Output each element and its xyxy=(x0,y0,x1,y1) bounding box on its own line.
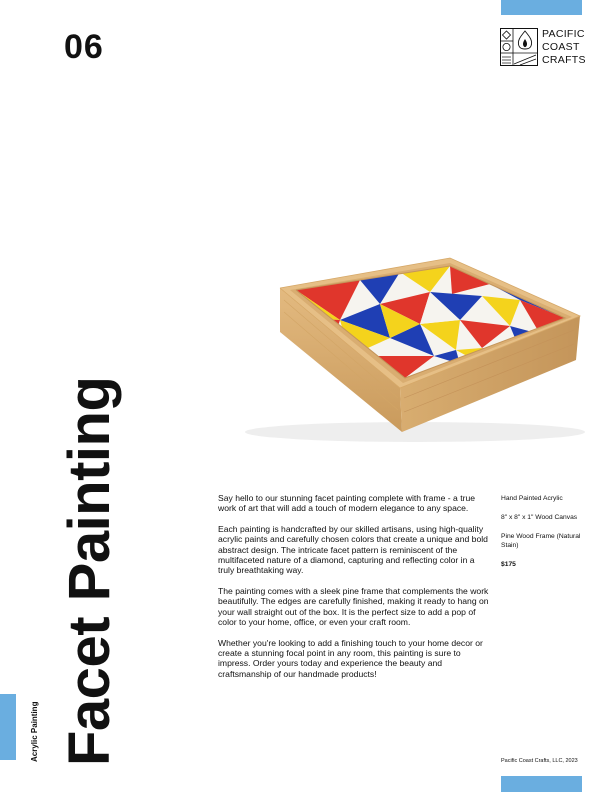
description-paragraph: The painting comes with a sleek pine frame that complements the work beautifully. The edges are carefully finished, making it ready to hang on your wall straight out of the box. It is the perfect size to add a pop of color to your home, office, or even your craft room. xyxy=(218,586,489,627)
product-title: Facet Painting xyxy=(57,376,122,766)
description-paragraph: Say hello to our stunning facet painting complete with frame - a true work of art that will add a touch of modern elegance to any space. xyxy=(218,493,475,514)
product-specs xyxy=(501,494,593,579)
accent-bar-top xyxy=(501,0,582,15)
spec-medium: Hand Painted Acrylic xyxy=(501,495,563,502)
brand-name-line: CRAFTS xyxy=(542,54,586,66)
description-paragraph: Whether you're looking to add a finishing touch to your home decor or create a stunning focal point in any room, this painting is sure to impress. Order yours today and experience the beauty and craftsmanship of our handmade products! xyxy=(218,637,483,679)
brand-logo-icon xyxy=(500,28,538,66)
spec-frame: Pine Wood Frame (Natural Stain) xyxy=(501,533,581,549)
brand-logo xyxy=(500,28,590,68)
framed-facet-painting-image xyxy=(220,200,600,460)
spec-price: $175 xyxy=(501,561,516,568)
accent-bar-bottom xyxy=(501,776,582,792)
spec-size: 8" x 8" x 1" Wood Canvas xyxy=(501,514,578,521)
brand-name xyxy=(542,28,586,67)
product-photo xyxy=(220,200,600,460)
brand-name-line: COAST xyxy=(542,41,580,53)
accent-bar-side xyxy=(0,694,16,760)
product-description xyxy=(218,493,490,689)
footer-copyright: Pacific Coast Crafts, LLC, 2023 xyxy=(501,758,578,764)
category-label: Acrylic Painting xyxy=(30,701,39,762)
page-number: 06 xyxy=(64,28,104,66)
brand-name-line: PACIFIC xyxy=(542,28,585,40)
description-paragraph: Each painting is handcrafted by our skilled artisans, using high-quality acrylic paints and carefully chosen colors that create a unique and bold abstract design. The intricate facet pattern is reminiscent of the multifaceted nature of a diamond, capturing and reflecting color in a truly breathtaking way. xyxy=(218,524,488,576)
